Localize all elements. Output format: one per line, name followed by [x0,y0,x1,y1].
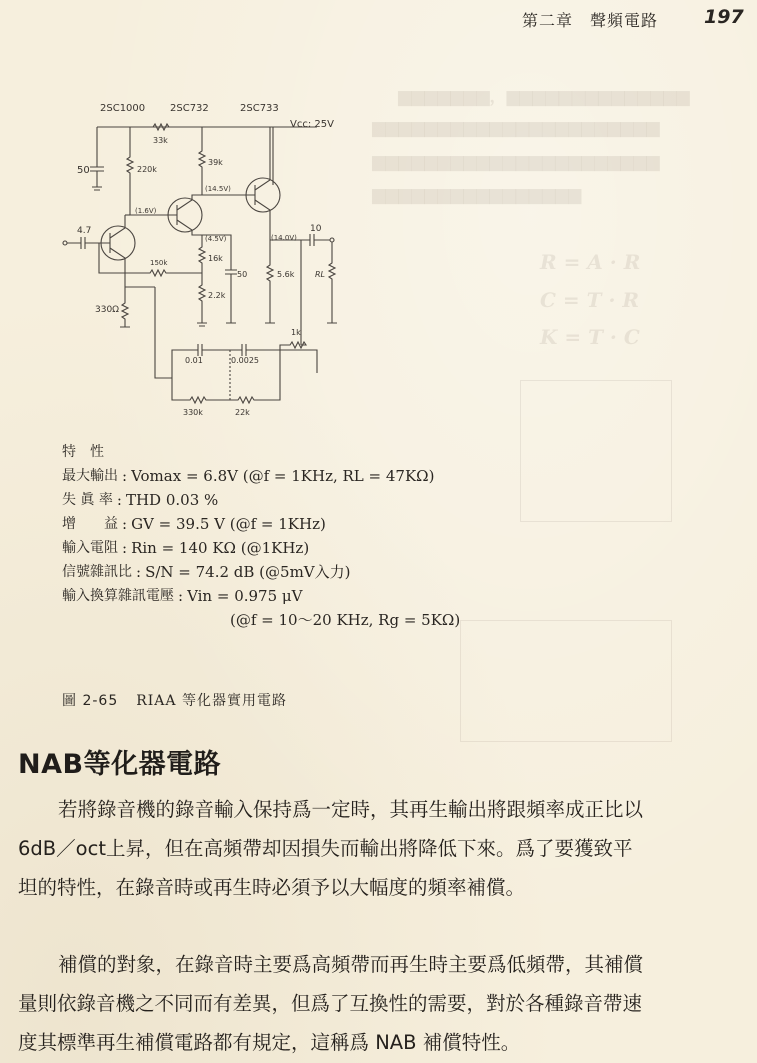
spec-row-distortion: 失 眞 率 : THD 0.03 % [62,488,460,512]
svg-text:330Ω: 330Ω [95,305,120,315]
spec-label: 輸入電阻 [62,540,118,556]
bleed-through-text: ▆▆▆▆▆▆▆▆▆▆▆▆▆▆▆▆▆▆▆▆▆▆ [372,118,660,138]
spec-value: GV = 39.5 V (@f = 1KHz) [131,515,326,533]
paragraph-1 [18,790,748,907]
svg-text:RL: RL [315,270,326,279]
bleed-through-text: C = T · R [540,288,639,312]
svg-text:33k: 33k [153,136,168,145]
svg-text:0.01: 0.01 [185,356,203,365]
bleed-through-text: K = T · C [540,325,640,349]
bleed-through-box [460,620,672,742]
svg-text:10: 10 [310,224,322,234]
spec-value: Vomax = 6.8V (@f = 1KHz, RL = 47KΩ) [131,467,435,485]
label-q2: 2SC732 [170,103,209,114]
label-vcc: Vcc: 25V [290,119,334,130]
spec-value: S/N = 74.2 dB (@5mV入力) [145,563,351,581]
figure-caption-text: RIAA 等化器實用電路 [136,693,287,709]
svg-text:16k: 16k [208,254,223,263]
spec-label: 最大輸出 [62,468,118,484]
spec-row-max-output: 最大輸出 : Vomax = 6.8V (@f = 1KHz, RL = 47KΩ) [62,464,460,488]
paragraph-line: 坦的特性，在錄音時或再生時必須予以大幅度的頻率補償。 [18,876,526,899]
riaa-schematic [55,95,355,417]
paragraph-line: 若將錄音機的錄音輸入保持爲一定時，其再生輸出將跟頻率成正比以 [58,798,644,821]
label-q3: 2SC733 [240,103,279,114]
svg-text:22k: 22k [235,408,250,417]
specs-title: 特 性 [62,444,104,460]
bleed-through-text: ▆▆▆▆▆▆▆，▆▆▆▆▆▆▆▆▆▆▆▆▆▆ [398,87,690,107]
svg-text:(4.5V): (4.5V) [205,235,227,243]
spec-value: THD 0.03 % [125,491,219,509]
bleed-through-text: ▆▆▆▆▆▆▆▆▆▆▆▆▆▆▆▆ [372,185,582,205]
paragraph-line: 量則依錄音機之不同而有差異，但爲了互換性的需要，對於各種錄音帶速 [18,992,643,1015]
spec-row-input-resistance: 輸入電阻 : Rin = 140 KΩ (@1KHz) [62,536,460,560]
specs-block [62,440,460,632]
spec-value: Vin = 0.975 μV [187,587,303,605]
page-number: 197 [704,6,744,28]
bleed-through-text: R = A · R [540,250,641,274]
spec-label: 失 眞 率 [62,492,113,508]
running-head: 第二章 聲頻電路 [522,11,659,30]
paragraph-2 [18,945,748,1062]
svg-text:5.6k: 5.6k [277,270,295,279]
label-q1: 2SC1000 [100,103,146,114]
svg-text:50: 50 [237,270,248,279]
svg-text:(14.5V): (14.5V) [205,185,231,193]
svg-text:4.7: 4.7 [77,226,92,236]
spec-row-snr: 信號雜訊比 : S/N = 74.2 dB (@5mV入力) [62,560,460,584]
spec-value: Rin = 140 KΩ (@1KHz) [131,539,310,557]
svg-text:(14.0V): (14.0V) [271,234,297,242]
svg-text:0.0025: 0.0025 [231,356,259,365]
spec-label: 輸入換算雜訊電壓 [62,588,174,604]
spec-label: 增 益 [62,516,118,532]
svg-text:(1.6V): (1.6V) [135,207,157,215]
bleed-through-text: ▆▆▆▆▆▆▆▆▆▆▆▆▆▆▆▆▆▆▆▆▆▆ [372,152,660,172]
spec-label: 信號雜訊比 [62,564,132,580]
figure-number: 圖 2-65 [62,693,119,709]
paragraph-line: 6dB／oct上昇，但在高頻帶却因損失而輸出將降低下來。爲了要獲致平 [18,837,633,860]
svg-text:2.2k: 2.2k [208,291,226,300]
paragraph-line: 補償的對象，在錄音時主要爲高頻帶而再生時主要爲低頻帶，其補償 [58,953,644,976]
figure-caption [62,690,287,710]
spec-row-continuation: (@f = 10～20 KHz, Rg = 5KΩ) [230,611,461,629]
svg-text:50: 50 [77,165,90,176]
bleed-through-box [520,380,672,522]
spec-row-gain: 增 益 : GV = 39.5 V (@f = 1KHz) [62,512,460,536]
section-title: NAB等化器電路 [18,749,222,780]
paragraph-line: 度其標準再生補償電路都有規定，這稱爲 NAB 補償特性。 [18,1031,521,1054]
svg-text:330k: 330k [183,408,203,417]
svg-text:220k: 220k [137,165,157,174]
spec-row-input-noise: 輸入換算雜訊電壓 : Vin = 0.975 μV [62,584,460,608]
svg-text:150k: 150k [150,259,168,267]
svg-text:39k: 39k [208,158,223,167]
svg-text:1k: 1k [291,328,301,337]
